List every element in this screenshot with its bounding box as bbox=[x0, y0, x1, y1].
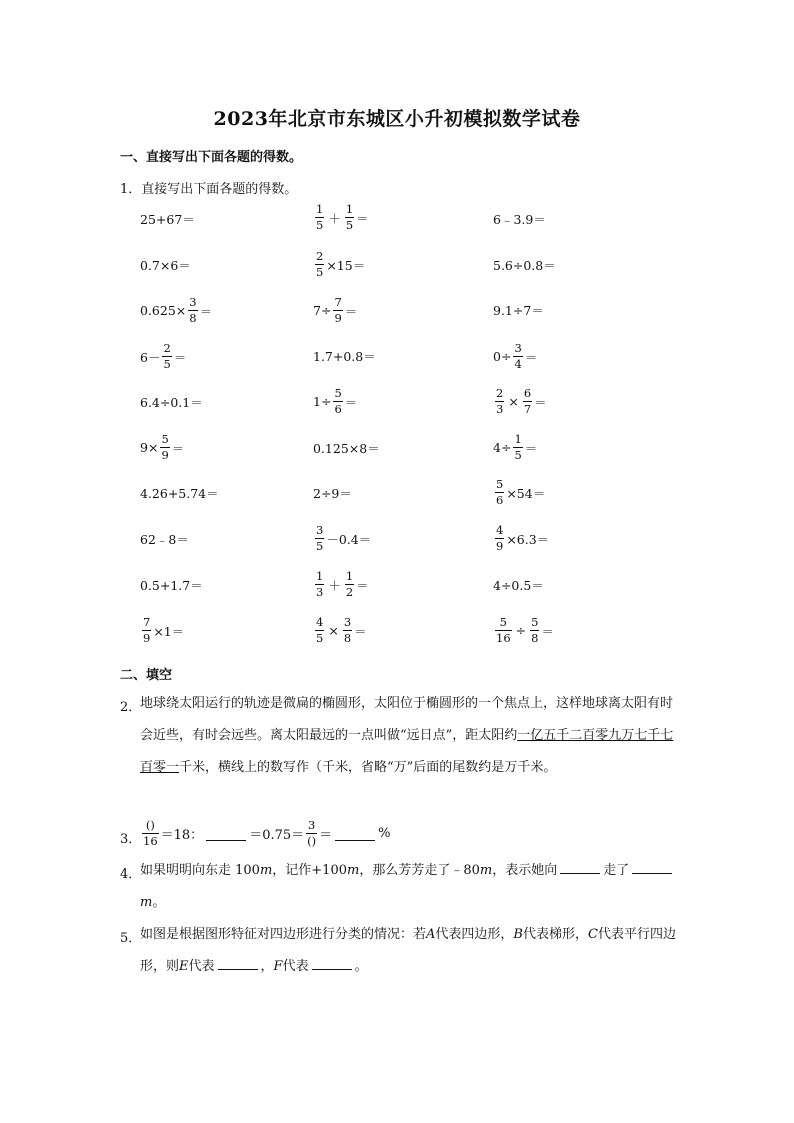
calc-item: 0÷ $\frac{3}{4}$ ＝ bbox=[493, 341, 538, 371]
calc-item: 6－ $\frac{2}{5}$ ＝ bbox=[140, 341, 187, 371]
question-3-number: 3． bbox=[120, 832, 142, 847]
answer-blank[interactable] bbox=[335, 827, 375, 841]
question-2-number: 2． bbox=[120, 700, 142, 715]
question-4-number: 4． bbox=[120, 867, 142, 882]
calc-item: $\frac{2}{5}$ ×15＝ bbox=[316, 249, 366, 279]
section-heading-1: 一、直接写出下面各题的得数。 bbox=[120, 150, 303, 165]
question-5-text: 如图是根据图形特征对四边形进行分类的情况：若A代表四边形，B代表梯形，C代表平行四边形，则E代表 ，F代表 。 bbox=[140, 927, 676, 974]
calc-item: 6﹣3.9＝ bbox=[493, 212, 546, 227]
calc-item: $\frac{7}{9}$ ×1＝ bbox=[143, 615, 185, 645]
calc-item: 0.625× $\frac{3}{8}$ ＝ bbox=[140, 295, 213, 325]
answer-blank[interactable] bbox=[560, 860, 600, 874]
calc-item: $\frac{1}{3}$ ＋ $\frac{1}{2}$ ＝ bbox=[316, 569, 369, 599]
calc-item: $\frac{3}{5}$ －0.4＝ bbox=[316, 523, 372, 553]
answer-blank[interactable] bbox=[218, 956, 258, 970]
question-4-text: 如果明明向东走 100m，记作+100m，那么芳芳走了﹣80m，表示她向 走了m。 bbox=[140, 855, 680, 919]
calc-item: 25+67＝ bbox=[140, 212, 195, 227]
calc-item: 0.125×8＝ bbox=[313, 441, 380, 456]
calc-item: 62﹣8＝ bbox=[140, 532, 189, 547]
calc-item: $\frac{5}{16}$ ÷ $\frac{5}{8}$ ＝ bbox=[496, 615, 554, 645]
calc-item: 9× $\frac{5}{9}$ ＝ bbox=[140, 432, 185, 462]
calc-item: 6.4÷0.1＝ bbox=[140, 395, 203, 410]
calc-item: 0.7×6＝ bbox=[140, 258, 191, 273]
page-title: 2023年北京市东城区小升初模拟数学试卷 bbox=[213, 108, 581, 130]
question-5-number: 5． bbox=[120, 931, 142, 946]
section-heading-2: 二、填空 bbox=[120, 668, 173, 683]
answer-blank[interactable] bbox=[632, 860, 672, 874]
question-3-text: $\frac{()}{16}$ ＝18： ＝0.75＝ $\frac{3}{()}$ ＝ % bbox=[143, 818, 391, 848]
underlined-number-words: 一亿五千二百零九万七千七百零一 bbox=[140, 728, 674, 775]
calc-item: $\frac{4}{5}$ × $\frac{3}{8}$ ＝ bbox=[316, 615, 367, 645]
answer-blank[interactable] bbox=[312, 956, 352, 970]
calc-item: 2÷9＝ bbox=[313, 486, 352, 501]
calc-item: 5.6÷0.8＝ bbox=[493, 258, 556, 273]
calc-item: $\frac{5}{6}$ ×54＝ bbox=[496, 477, 546, 507]
calc-item: $\frac{1}{5}$ ＋ $\frac{1}{5}$ ＝ bbox=[316, 202, 369, 232]
answer-blank[interactable] bbox=[206, 827, 246, 841]
calc-item: 4÷ $\frac{1}{5}$ ＝ bbox=[493, 432, 538, 462]
calc-item: 1÷ $\frac{5}{6}$ ＝ bbox=[313, 386, 358, 416]
calc-item: $\frac{2}{3}$ × $\frac{6}{7}$ ＝ bbox=[496, 386, 547, 416]
calc-item: 4.26+5.74＝ bbox=[140, 486, 219, 501]
calc-item: 0.5+1.7＝ bbox=[140, 578, 203, 593]
question-2-text: 地球绕太阳运行的轨迹是微扁的椭圆形，太阳位于椭圆形的一个焦点上，这样地球离太阳有时会近些，有时会远些。离太阳最远的一点叫做“远日点”，距太阳约一亿五千二百零九万七千七百零一千米，横线上的数写作（千米，省略“万”后面的尾数约是万千米。 bbox=[140, 696, 674, 775]
calc-item: 4÷0.5＝ bbox=[493, 578, 544, 593]
calc-item: 1.7+0.8＝ bbox=[313, 349, 376, 364]
calc-item: 9.1÷7＝ bbox=[493, 303, 544, 318]
calc-item: 7÷ $\frac{7}{9}$ ＝ bbox=[313, 295, 358, 325]
calc-item: $\frac{4}{9}$ ×6.3＝ bbox=[496, 523, 550, 553]
question-1-label: 1．直接写出下面各题的得数。 bbox=[120, 182, 298, 197]
